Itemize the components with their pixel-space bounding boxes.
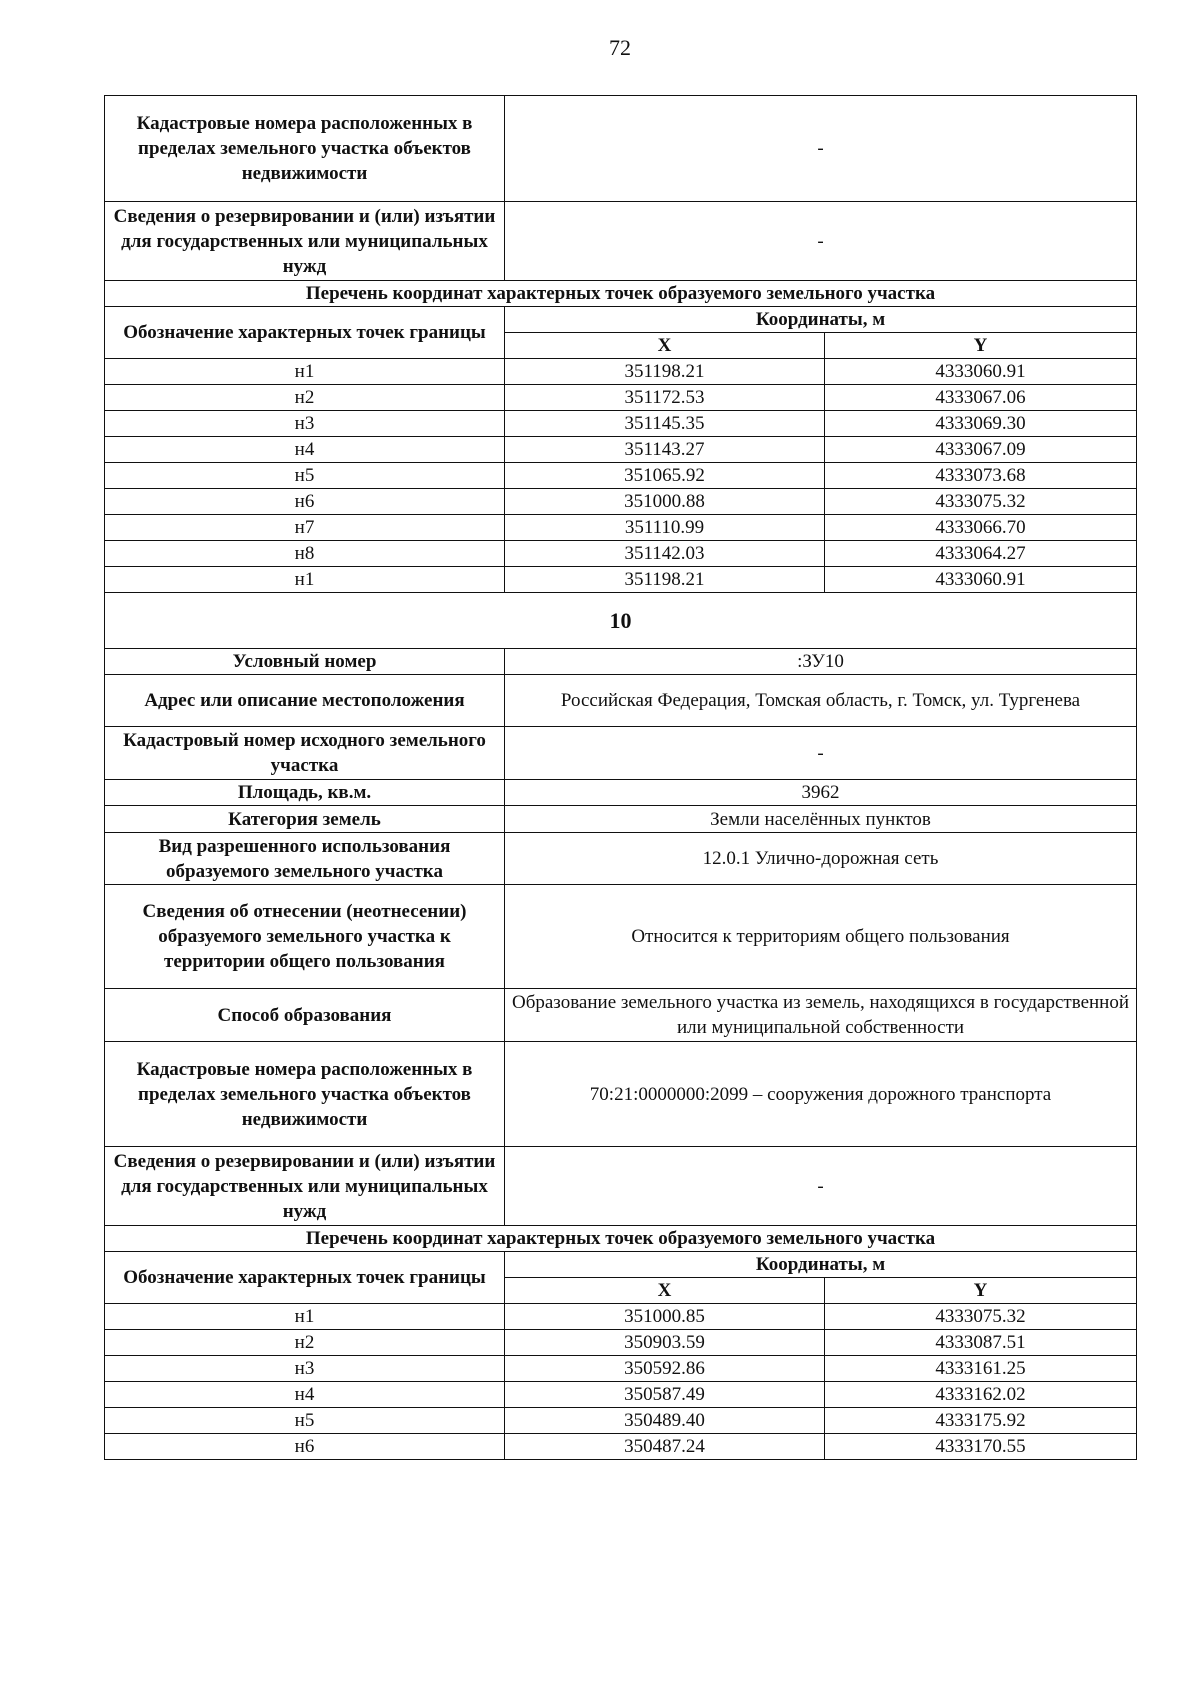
coordinate-x: 350489.40 bbox=[505, 1408, 825, 1434]
coordinate-x: 351198.21 bbox=[505, 359, 825, 385]
point-designation-header: Обозначение характерных точек границы bbox=[105, 307, 505, 359]
coordinate-y: 4333067.09 bbox=[825, 437, 1137, 463]
coordinate-y: 4333066.70 bbox=[825, 515, 1137, 541]
table-row bbox=[105, 515, 1137, 541]
point-name: н4 bbox=[105, 437, 505, 463]
coordinate-y: 4333161.25 bbox=[825, 1356, 1137, 1382]
table-row bbox=[105, 1304, 1137, 1330]
y-header: Y bbox=[825, 333, 1137, 359]
label-reservation: Сведения о резервировании и (или) изъятии для государственных или муниципальных нужд bbox=[105, 202, 505, 281]
coordinate-x: 351198.21 bbox=[505, 567, 825, 593]
table-row bbox=[105, 1434, 1137, 1460]
coordinate-x: 351145.35 bbox=[505, 411, 825, 437]
row-coords-heading-prev bbox=[105, 281, 1137, 307]
table-row bbox=[105, 489, 1137, 515]
coordinate-x: 350592.86 bbox=[505, 1356, 825, 1382]
point-name: н1 bbox=[105, 1304, 505, 1330]
coordinate-y: 4333073.68 bbox=[825, 463, 1137, 489]
row-source-cadastral bbox=[105, 727, 1137, 780]
point-name: н2 bbox=[105, 385, 505, 411]
land-plot-table bbox=[104, 95, 1137, 1460]
point-designation-header: Обозначение характерных точек границы bbox=[105, 1252, 505, 1304]
coordinates-header: Координаты, м bbox=[505, 1252, 1137, 1278]
table-row bbox=[105, 385, 1137, 411]
row-cadastral-objects-prev bbox=[105, 96, 1137, 202]
table-row bbox=[105, 541, 1137, 567]
row-reservation bbox=[105, 1147, 1137, 1226]
row-permitted-use bbox=[105, 833, 1137, 885]
row-land-category bbox=[105, 806, 1137, 833]
coords-list-heading: Перечень координат характерных точек образуемого земельного участка bbox=[105, 1226, 1137, 1252]
value-conditional-number: :ЗУ10 bbox=[505, 649, 1137, 675]
value-source-cadastral: - bbox=[505, 727, 1137, 780]
point-name: н5 bbox=[105, 1408, 505, 1434]
value-reservation: - bbox=[505, 1147, 1137, 1226]
value-formation-method: Образование земельного участка из земель, находящихся в государственной или муниципальной собственности bbox=[505, 989, 1137, 1042]
point-name: н3 bbox=[105, 1356, 505, 1382]
point-name: н1 bbox=[105, 567, 505, 593]
coordinate-x: 350487.24 bbox=[505, 1434, 825, 1460]
point-name: н8 bbox=[105, 541, 505, 567]
coordinate-y: 4333075.32 bbox=[825, 1304, 1137, 1330]
label-conditional-number: Условный номер bbox=[105, 649, 505, 675]
section-number: 10 bbox=[105, 593, 1137, 649]
row-cadastral-objects bbox=[105, 1042, 1137, 1147]
y-header: Y bbox=[825, 1278, 1137, 1304]
coordinate-x: 351000.88 bbox=[505, 489, 825, 515]
value-reservation-prev: - bbox=[505, 202, 1137, 281]
coordinate-x: 350587.49 bbox=[505, 1382, 825, 1408]
coordinate-x: 351172.53 bbox=[505, 385, 825, 411]
page-number: 72 bbox=[609, 35, 631, 60]
point-name: н6 bbox=[105, 489, 505, 515]
row-conditional-number bbox=[105, 649, 1137, 675]
label-cadastral-objects: Кадастровые номера расположенных в пределах земельного участка объектов недвижимости bbox=[105, 96, 505, 202]
label-land-category: Категория земель bbox=[105, 806, 505, 833]
label-public-use: Сведения об отнесении (неотнесении) образуемого земельного участка к территории общего пользования bbox=[105, 885, 505, 989]
label-cadastral-objects: Кадастровые номера расположенных в пределах земельного участка объектов недвижимости bbox=[105, 1042, 505, 1147]
table-row bbox=[105, 1382, 1137, 1408]
row-public-use bbox=[105, 885, 1137, 989]
table-row bbox=[105, 567, 1137, 593]
row-formation-method bbox=[105, 989, 1137, 1042]
coordinate-y: 4333069.30 bbox=[825, 411, 1137, 437]
row-coords-head-prev bbox=[105, 307, 1137, 333]
coordinate-y: 4333175.92 bbox=[825, 1408, 1137, 1434]
label-permitted-use: Вид разрешенного использования образуемого земельного участка bbox=[105, 833, 505, 885]
label-source-cadastral: Кадастровый номер исходного земельного участка bbox=[105, 727, 505, 780]
row-section-number bbox=[105, 593, 1137, 649]
point-name: н7 bbox=[105, 515, 505, 541]
point-name: н4 bbox=[105, 1382, 505, 1408]
coordinate-x: 351110.99 bbox=[505, 515, 825, 541]
coordinate-x: 350903.59 bbox=[505, 1330, 825, 1356]
table-row bbox=[105, 1408, 1137, 1434]
coordinate-y: 4333162.02 bbox=[825, 1382, 1137, 1408]
coordinate-y: 4333060.91 bbox=[825, 359, 1137, 385]
label-area: Площадь, кв.м. bbox=[105, 780, 505, 806]
table-row bbox=[105, 1330, 1137, 1356]
point-name: н6 bbox=[105, 1434, 505, 1460]
table-row bbox=[105, 463, 1137, 489]
row-coords-heading bbox=[105, 1226, 1137, 1252]
coordinate-x: 351143.27 bbox=[505, 437, 825, 463]
x-header: X bbox=[505, 333, 825, 359]
value-land-category: Земли населённых пунктов bbox=[505, 806, 1137, 833]
value-public-use: Относится к территориям общего пользования bbox=[505, 885, 1137, 989]
coordinate-x: 351065.92 bbox=[505, 463, 825, 489]
table-row bbox=[105, 437, 1137, 463]
table-row bbox=[105, 411, 1137, 437]
value-permitted-use: 12.0.1 Улично-дорожная сеть bbox=[505, 833, 1137, 885]
row-coords-head bbox=[105, 1252, 1137, 1278]
value-area: 3962 bbox=[505, 780, 1137, 806]
point-name: н2 bbox=[105, 1330, 505, 1356]
coordinate-y: 4333170.55 bbox=[825, 1434, 1137, 1460]
point-name: н1 bbox=[105, 359, 505, 385]
value-cadastral-objects-prev: - bbox=[505, 96, 1137, 202]
coordinate-x: 351142.03 bbox=[505, 541, 825, 567]
coordinates-header: Координаты, м bbox=[505, 307, 1137, 333]
value-address: Российская Федерация, Томская область, г. Томск, ул. Тургенева bbox=[505, 675, 1137, 727]
point-name: н3 bbox=[105, 411, 505, 437]
x-header: X bbox=[505, 1278, 825, 1304]
row-area bbox=[105, 780, 1137, 806]
coordinate-y: 4333064.27 bbox=[825, 541, 1137, 567]
coordinate-y: 4333075.32 bbox=[825, 489, 1137, 515]
point-name: н5 bbox=[105, 463, 505, 489]
coordinate-x: 351000.85 bbox=[505, 1304, 825, 1330]
label-address: Адрес или описание местоположения bbox=[105, 675, 505, 727]
table-row bbox=[105, 1356, 1137, 1382]
row-reservation-prev bbox=[105, 202, 1137, 281]
table-row bbox=[105, 359, 1137, 385]
value-cadastral-objects: 70:21:0000000:2099 – сооружения дорожного транспорта bbox=[505, 1042, 1137, 1147]
coordinate-y: 4333067.06 bbox=[825, 385, 1137, 411]
coordinate-y: 4333060.91 bbox=[825, 567, 1137, 593]
coords-list-heading: Перечень координат характерных точек образуемого земельного участка bbox=[105, 281, 1137, 307]
coordinate-y: 4333087.51 bbox=[825, 1330, 1137, 1356]
label-reservation: Сведения о резервировании и (или) изъятии для государственных или муниципальных нужд bbox=[105, 1147, 505, 1226]
row-address bbox=[105, 675, 1137, 727]
label-formation-method: Способ образования bbox=[105, 989, 505, 1042]
